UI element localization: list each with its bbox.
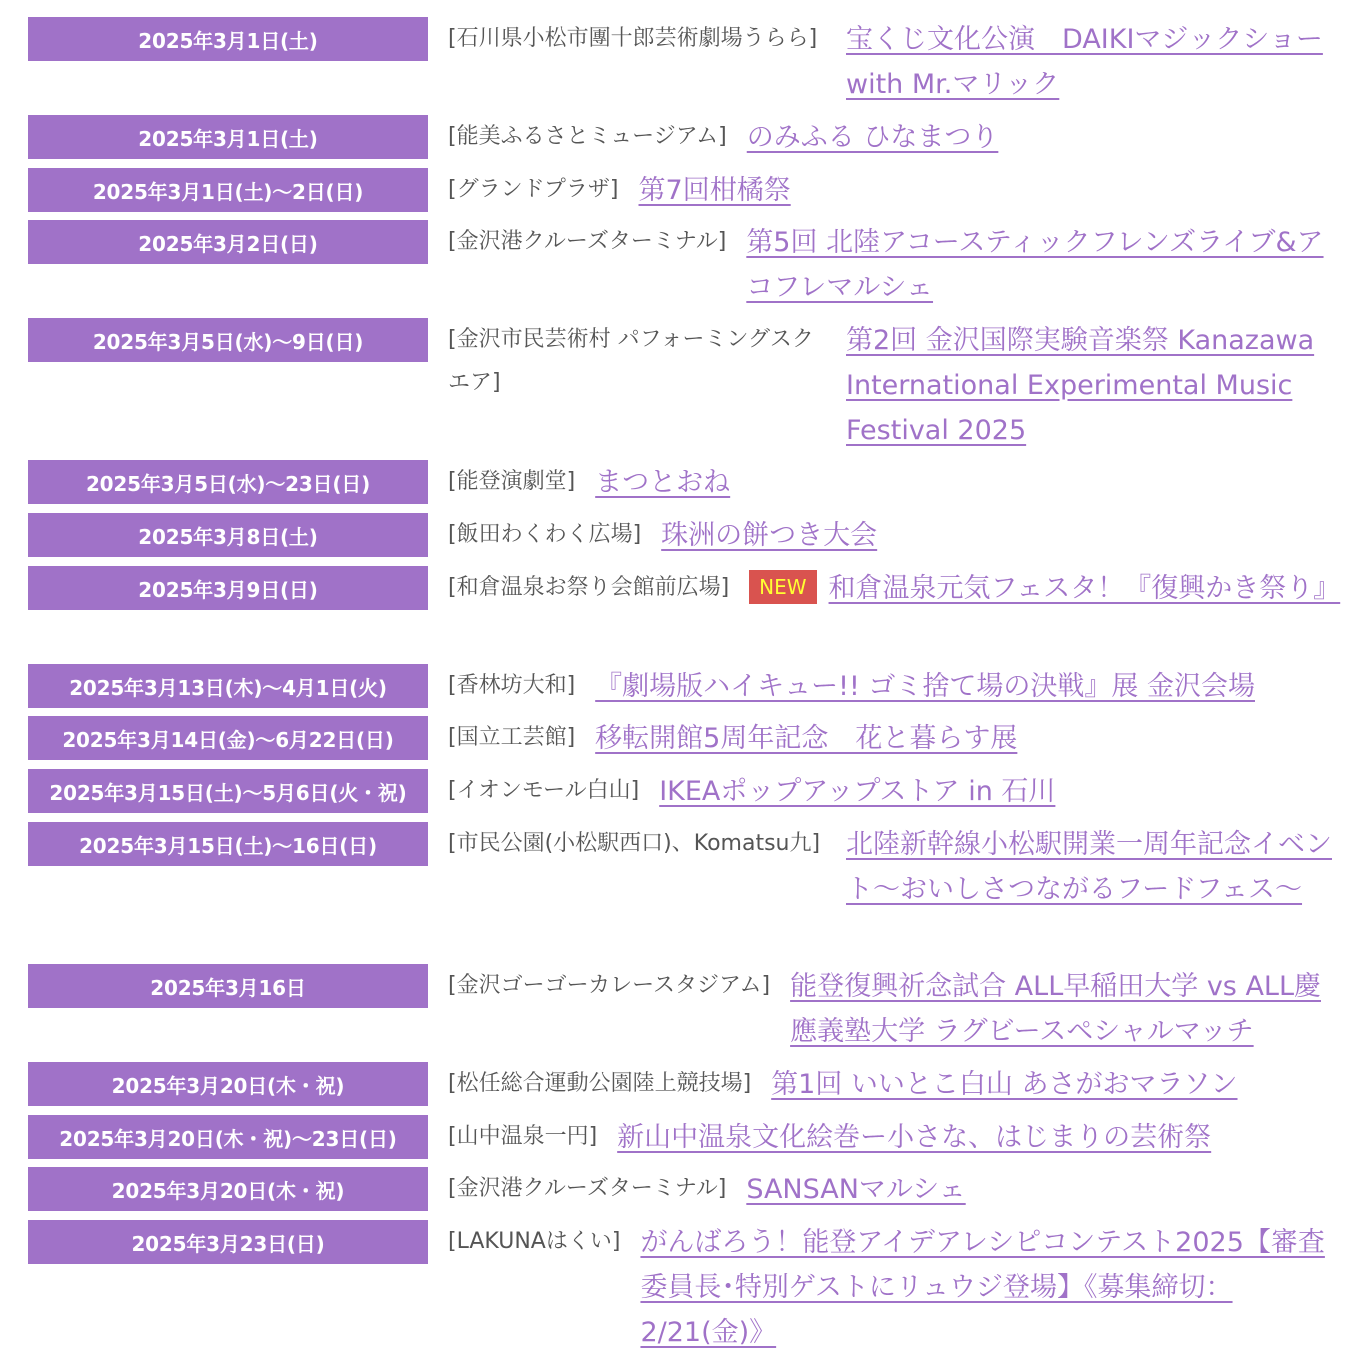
event-title-link[interactable]: 第1回 いいとこ白山 あさがおマラソン: [771, 1069, 1238, 1100]
event-title-link[interactable]: 『劇場版ハイキュー!! ゴミ捨て場の決戦』展 金沢会場: [595, 671, 1255, 702]
event-date: 2025年3月5日(水)〜23日(日): [28, 460, 428, 504]
event-title-link[interactable]: 移転開館5周年記念 花と暮らす展: [595, 723, 1018, 754]
event-title-link[interactable]: SANSANマルシェ: [746, 1174, 966, 1205]
event-date: 2025年3月1日(土)〜2日(日): [28, 168, 428, 212]
event-title-link[interactable]: IKEAポップアップストア in 石川: [659, 776, 1056, 807]
event-venue: [金沢港クルーズターミナル]: [448, 229, 727, 254]
event-venue: [グランドプラザ]: [448, 177, 619, 202]
event-venue: [金沢市民芸術村 パフォーミングスクエア]: [448, 327, 814, 395]
event-venue: [国立工芸館]: [448, 725, 576, 750]
event-title-link[interactable]: 第7回柑橘祭: [638, 175, 791, 206]
event-title-link[interactable]: まつとおね: [595, 467, 731, 498]
event-date: 2025年3月20日(木・祝): [28, 1167, 428, 1211]
event-venue: [金沢ゴーゴーカレースタジアム]: [448, 973, 771, 998]
event-date: 2025年3月14日(金)〜6月22日(日): [28, 716, 428, 760]
event-date: 2025年3月8日(土): [28, 513, 428, 557]
event-venue: [能登演劇堂]: [448, 469, 576, 494]
event-date: 2025年3月15日(土)〜5月6日(火・祝): [28, 769, 428, 813]
event-venue: [市民公園(小松駅西口)、Komatsu九]: [448, 831, 821, 856]
event-venue: [飯田わくわく広場]: [448, 522, 642, 547]
event-venue: [金沢港クルーズターミナル]: [448, 1176, 727, 1201]
event-venue: [能美ふるさとミュージアム]: [448, 124, 727, 149]
event-date: 2025年3月23日(日): [28, 1220, 428, 1264]
event-title-link[interactable]: のみふる ひなまつり: [746, 122, 999, 153]
event-date: 2025年3月9日(日): [28, 566, 428, 610]
event-venue: [香林坊大和]: [448, 673, 576, 698]
event-venue: [和倉温泉お祭り会館前広場]: [448, 575, 730, 600]
event-venue: [松任総合運動公園陸上競技場]: [448, 1071, 752, 1096]
event-date: 2025年3月20日(木・祝): [28, 1062, 428, 1106]
new-badge: NEW: [749, 570, 816, 604]
event-title-link[interactable]: がんばろう！能登アイデアレシピコンテスト2025【審査委員長･特別ゲストにリュウジ登場】《募集締切：2/21(金)》: [640, 1227, 1325, 1348]
event-date: 2025年3月2日(日): [28, 220, 428, 264]
event-date: 2025年3月20日(木・祝)〜23日(日): [28, 1115, 428, 1159]
event-venue: [山中温泉一円]: [448, 1124, 598, 1149]
event-title-link[interactable]: 珠洲の餅つき大会: [661, 520, 878, 551]
event-date: 2025年3月16日: [28, 964, 428, 1008]
event-venue: [イオンモール白山]: [448, 778, 640, 803]
event-date: 2025年3月5日(水)〜9日(日): [28, 318, 428, 362]
event-title-link[interactable]: 宝くじ文化公演 DAIKIマジックショー with Mr.マリック: [846, 24, 1323, 100]
event-title-link[interactable]: 和倉温泉元気フェスタ！『復興かき祭り』: [828, 573, 1341, 604]
event-date: 2025年3月1日(土): [28, 17, 428, 61]
event-venue: [石川県小松市團十郎芸術劇場うらら]: [448, 26, 818, 51]
event-title-link[interactable]: 第2回 金沢国際実験音楽祭 Kanazawa International Experimental Music Festival 2025: [846, 325, 1315, 446]
event-title-link[interactable]: 能登復興祈念試合 ALL早稲田大学 vs ALL慶應義塾大学 ラグビースペシャルマッチ: [790, 971, 1321, 1047]
event-date: 2025年3月13日(木)〜4月1日(火): [28, 664, 428, 708]
event-venue: [LAKUNAはくい]: [448, 1229, 621, 1254]
event-title-link[interactable]: 新山中温泉文化絵巻ー小さな、はじまりの芸術祭: [617, 1122, 1212, 1153]
event-date: 2025年3月15日(土)〜16日(日): [28, 822, 428, 866]
event-date: 2025年3月1日(土): [28, 115, 428, 159]
event-title-link[interactable]: 北陸新幹線小松駅開業一周年記念イベント〜おいしさつながるフードフェス〜: [846, 829, 1332, 905]
event-title-link[interactable]: 第5回 北陸アコースティックフレンズライブ&アコフレマルシェ: [746, 227, 1324, 303]
